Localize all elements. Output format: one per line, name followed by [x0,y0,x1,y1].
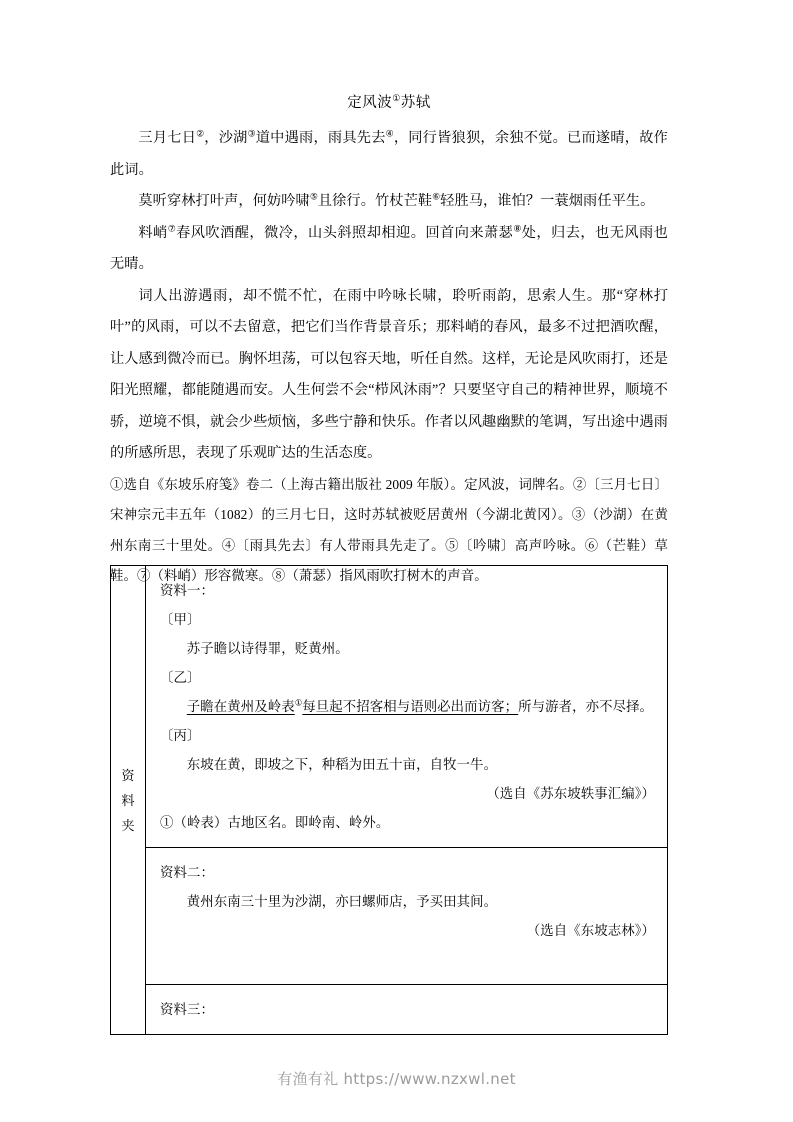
underlined-clause-b: 每旦起不招客相与语则必出而访客； [302,699,519,714]
poem-stanza-1: 莫听穿林打叶声，何妨吟啸⑤且徐行。竹杖芒鞋⑥轻胜马，谁怕？一蓑烟雨任平生。 [138,191,655,209]
table-row [111,566,668,848]
page-title [110,88,668,118]
resource-table [110,565,668,1035]
footnote-marker-6: ⑥ [432,191,441,202]
resource-1-bracket-bing: 〔丙〕 [160,728,201,743]
resource-1-source: （选自《苏东坡轶事汇编》） [486,786,655,801]
underlined-clause-a: 子瞻在黄州及岭表 [186,699,295,714]
footnote-marker-2: ② [196,128,205,139]
resource-cell-2 [146,848,668,985]
resource-1-bracket-yi: 〔乙〕 [160,670,201,685]
poem-appreciation: 词人出游遇雨，却不慌不忙，在雨中吟咏长啸，聆听雨韵，思索人生。那“穿林打叶”的风雨，可以不去留意，把它们当作背景音乐；那料峭的春风，最多不过把酒吹醒，让人感到微冷而已。胸怀坦荡，可以包容天地，听任自然。这样，无论是风吹雨打，还是阳光照耀，都能随遇而安。人生何尝不会“栉风沐雨”？只要坚守自己的精神世界，顺境不骄，逆境不惧，就会少些烦恼，多些宁静和快乐。作者以风趣幽默的笔调，写出途中遇雨的所感所思，表现了乐观旷达的生活态度。 [110,287,668,461]
resource-folder-label [111,566,146,1035]
poem-stanza-2: 料峭⑦春风吹酒醒，微冷，山头斜照却相迎。回首向来萧瑟⑧处，归去，也无风雨也无晴。 [110,222,668,272]
footnote-marker-7: ⑦ [167,222,177,233]
resource-2-spacer [160,945,655,974]
poem-title: 定风波 [347,95,393,111]
footnote-marker-3: ③ [247,128,256,139]
poem-preface: 三月七日②，沙湖③道中遇雨，雨具先去④，同行皆狼狈，余独不觉。已而遂晴，故作此词。 [110,128,668,178]
document-content [110,88,668,592]
table-row [111,985,668,1035]
table-row [111,848,668,985]
resource-1-footnote: ①（岭表）古地区名。即岭南、岭外。 [160,815,390,830]
clause-tail: 所与游者，亦不尽择。 [518,699,654,714]
footnote-marker-4: ④ [385,128,394,139]
watermark: 有渔有礼 https://www.nzxwl.net [277,1070,516,1088]
resource-folder-label-char-2: 料 [121,792,135,808]
footnote-marker-5: ⑤ [309,191,318,202]
resource-folder-label-char-3: 夹 [121,817,135,833]
resource-cell-3 [146,985,668,1035]
resource-1-text-bing: 东坡在黄，即坡之下，种稻为田五十亩，自牧一牛。 [186,757,498,772]
resource-1-heading: 资料一： [160,583,214,598]
poem-footnotes: ①选自《东坡乐府笺》卷二（上海古籍出版社 2009 年版）。定风波，词牌名。②〔三月七日〕宋神宗元丰五年（1082）的三月七日，这时苏轼被贬居黄州（今湖北黄冈）。③（沙湖）在黄州东南三十里处。④〔雨具先去〕有人带雨具先走了。⑤〔吟啸〕高声吟咏。⑥（芒鞋）草鞋。⑦（料峭）形容微寒。⑧（萧瑟）指风雨吹打树木的声音。 [110,476,668,583]
footnote-marker-lingbiao: ① [294,698,303,708]
footnote-marker-1: ① [392,93,401,104]
resource-2-heading: 资料二： [160,865,214,880]
resource-1-text-yi [160,692,655,721]
poem-author: 苏轼 [400,95,431,111]
resource-cell-1 [146,566,668,848]
resource-1-bracket-jia: 〔甲〕 [160,612,201,627]
footnote-marker-8: ⑧ [513,222,522,233]
resource-3-heading: 资料三： [160,1002,214,1017]
resource-2-text: 黄州东南三十里为沙湖，亦曰螺师店，予买田其间。 [186,894,498,909]
resource-1-text-jia: 苏子瞻以诗得罪，贬黄州。 [186,641,349,656]
resource-2-source: （选自《东坡志林》） [526,923,655,938]
resource-folder-label-char-1: 资 [121,767,135,783]
